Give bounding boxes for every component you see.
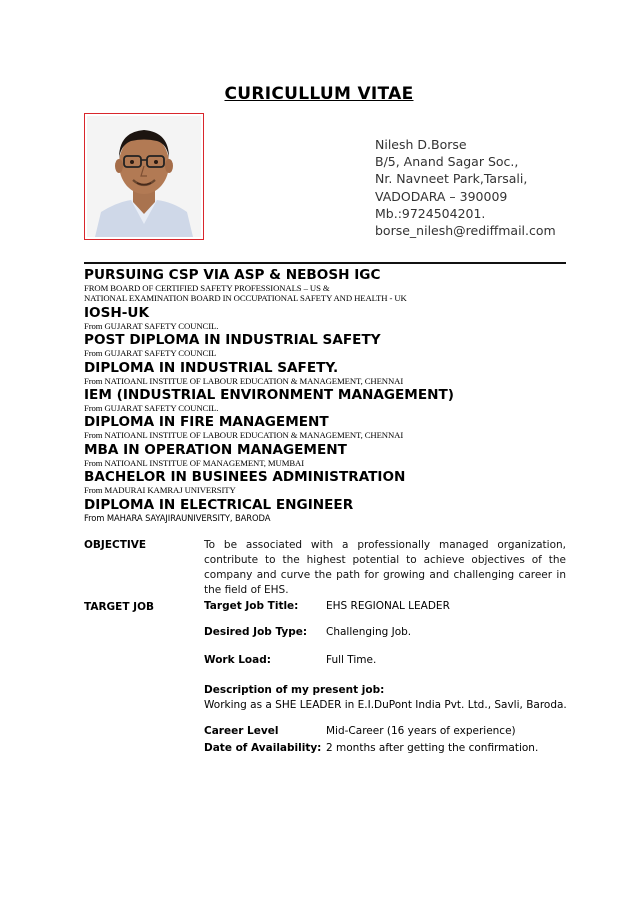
present-job-value: Working as a SHE LEADER in E.I.DuPont India Pvt. Ltd., Savli, Baroda. — [204, 699, 567, 711]
contact-city: VADODARA – 390009 — [375, 188, 508, 204]
job-type-value: Challenging Job. — [326, 626, 412, 638]
qualification-title: POST DIPLOMA IN INDUSTRIAL SAFETY — [84, 332, 381, 349]
qualification-title: IOSH-UK — [84, 304, 149, 321]
availability-label: Date of Availability: — [204, 742, 322, 754]
qualification-item — [84, 387, 574, 413]
qualification-source: From MAHARA SAYAJIRAUNIVERSITY, BARODA — [84, 512, 271, 523]
contact-email: borse_nilesh@rediffmail.com — [375, 223, 556, 239]
qualification-title: MBA IN OPERATION MANAGEMENT — [84, 441, 347, 458]
qualification-item — [84, 497, 574, 523]
qualification-title: DIPLOMA IN INDUSTRIAL SAFETY. — [84, 359, 339, 376]
present-job-label: Description of my present job: — [204, 684, 385, 696]
person-portrait-icon — [87, 116, 201, 237]
present-job-description — [204, 683, 567, 713]
qualification-item — [84, 442, 574, 468]
qualification-source: From NATIOANL INSTITUE OF LABOUR EDUCATION & MANAGEMENT, CHENNAI — [84, 375, 404, 386]
qualification-source: NATIONAL EXAMINATION BOARD IN OCCUPATIONAL SAFETY AND HEALTH - UK — [84, 293, 407, 304]
qualification-title: DIPLOMA IN ELECTRICAL ENGINEER — [84, 496, 354, 513]
qualification-item — [84, 305, 574, 331]
contact-block — [375, 136, 556, 239]
qualification-source: From NATIOANL INSTITUE OF LABOUR EDUCATION & MANAGEMENT, CHENNAI — [84, 430, 404, 441]
job-type-label: Desired Job Type: — [204, 626, 308, 638]
contact-address-line-2: Nr. Navneet Park,Tarsali, — [375, 171, 528, 187]
qualification-source: From GUJARAT SAFETY COUNCIL. — [84, 320, 219, 331]
target-job-title-label: Target Job Title: — [204, 600, 299, 612]
qualification-title: BACHELOR IN BUSINEES ADMINISTRATION — [84, 469, 406, 486]
header-divider — [84, 262, 566, 264]
qualification-source: From MADURAI KAMRAJ UNIVERSITY — [84, 485, 236, 496]
objective-text: To be associated with a professionally managed organization, contribute to the highest potential to achieve objectives of the company and curve the path for growing and challenging career in the field of EHS. — [204, 539, 566, 596]
qualification-source: FROM BOARD OF CERTIFIED SAFETY PROFESSIONALS – US & — [84, 283, 330, 293]
qualification-item — [84, 360, 574, 386]
qualification-title: DIPLOMA IN FIRE MANAGEMENT — [84, 414, 329, 431]
qualification-item — [84, 332, 574, 358]
contact-mobile: Mb.:9724504201. — [375, 205, 486, 221]
objective-label: OBJECTIVE — [84, 539, 147, 551]
qualification-source: From GUJARAT SAFETY COUNCIL — [84, 348, 217, 359]
career-level-label: Career Level — [204, 725, 279, 737]
contact-address-line-1: B/5, Anand Sagar Soc., — [375, 154, 519, 170]
qualification-item — [84, 267, 574, 304]
qualification-title: PURSUING CSP VIA ASP & NEBOSH IGC — [84, 267, 381, 283]
qualification-item — [84, 414, 574, 440]
contact-name: Nilesh D.Borse — [375, 137, 467, 152]
target-job-label: TARGET JOB — [84, 601, 155, 613]
career-level-value: Mid-Career (16 years of experience) — [326, 725, 516, 737]
qualifications-list — [84, 266, 574, 523]
availability-value: 2 months after getting the confirmation. — [326, 742, 539, 754]
work-load-label: Work Load: — [204, 654, 271, 666]
page-title: CURICULLUM VITAE — [224, 84, 414, 104]
qualification-source: From GUJARAT SAFETY COUNCIL. — [84, 403, 219, 414]
qualification-source: From NATIOANL INSTITUE OF MANAGEMENT, MUMBAI — [84, 457, 305, 468]
qualification-item — [84, 469, 574, 495]
qualification-title: IEM (INDUSTRIAL ENVIRONMENT MANAGEMENT) — [84, 387, 454, 404]
work-load-value: Full Time. — [326, 654, 377, 666]
target-job-title-value: EHS REGIONAL LEADER — [326, 600, 450, 612]
profile-photo — [84, 113, 204, 240]
